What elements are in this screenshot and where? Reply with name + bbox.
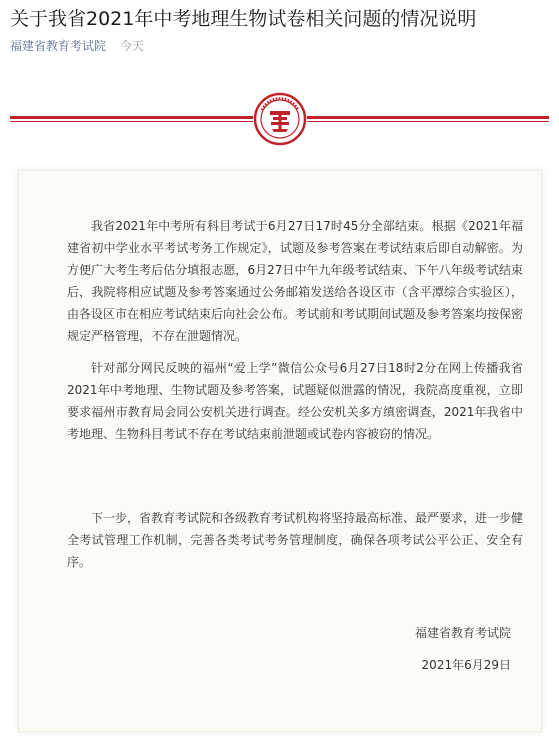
article-meta xyxy=(10,38,144,54)
notice-paragraph-3: 下一步，省教育考试院和各级教育考试机构将坚持最高标准、最严要求，进一步健全考试管理工作机制，完善各类考试考务管理制度，确保各项考试公平公正、安全有序。 xyxy=(67,511,524,569)
notice-paragraph-2: 针对部分网民反映的福州“爱上学”微信公众号6月27日18时2分在网上传播我省2021年中考地理、生物试题及参考答案，试题疑似泄露的情况，我院高度重视，立即要求福州市教育局会同公安机关进行调查。经公安机关多方缜密调查，2021年我省中考地理、生物科目考试不存在考试结束前泄题或试卷内容被窃的情况。 xyxy=(67,361,523,441)
notice-signature: 福建省教育考试院 xyxy=(414,626,511,640)
notice-document xyxy=(18,170,542,732)
publish-time: 今天 xyxy=(119,39,144,53)
emblem-seal-icon xyxy=(253,92,307,146)
account-name-link[interactable]: 福建省教育考试院 xyxy=(10,39,107,53)
notice-paragraph-1: 我省2021年中考所有科目考试于6月27日17时45分全部结束。根据《2021年福建省初中学业水平考试考务工作规定》，试题及参考答案在考试结束后即自动解密。为方便广大考生考后估分填报志愿，6月27日中午九年级考试结束、下午八年级考试结束后，我院将相应试题及参考答案通过公务邮箱发送给各设区市（含平潭综合实验区），由各设区市在相应考试结束后向社会公布。考试前和考试期间试题及参考答案均按保密规定严格管理，不存在泄题情况。 xyxy=(67,219,524,343)
notice-date: 2021年6月29日 xyxy=(421,658,511,672)
article-title: 关于我省2021年中考地理生物试卷相关问题的情况说明 xyxy=(10,8,477,30)
